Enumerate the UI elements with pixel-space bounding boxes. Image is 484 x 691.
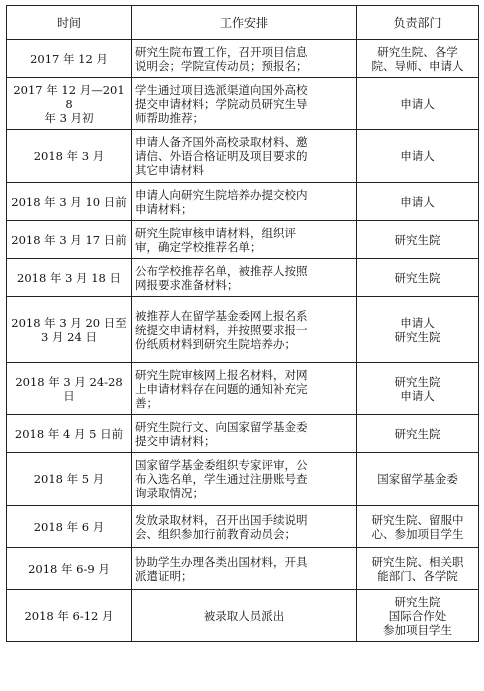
task-cell-line: 上申请材料存在问题的通知补充完 — [135, 381, 308, 396]
task-cell — [132, 506, 357, 548]
task-cell — [132, 453, 357, 506]
header-time: 时间 — [7, 6, 132, 40]
task-cell-line: 派遣证明； — [135, 568, 193, 583]
time-cell — [7, 40, 132, 78]
time-cell-line: 日 — [63, 388, 75, 403]
time-cell-line: 2017 年 12 月 — [30, 51, 108, 66]
task-cell — [132, 297, 357, 363]
task-cell-line: 研究生院布置工作，召开项目信息 — [135, 44, 308, 59]
table-row — [7, 590, 479, 642]
dept-cell-line: 研究生院 — [394, 232, 441, 247]
time-cell-line: 2018 年 4 月 5 日前 — [14, 426, 124, 441]
schedule-table-wrapper — [6, 5, 479, 642]
table-row — [7, 548, 479, 590]
dept-cell — [357, 78, 479, 130]
dept-cell-line: 研究生院 — [394, 329, 441, 344]
task-cell-line: 审，确定学校推荐名单； — [135, 239, 262, 254]
dept-cell — [357, 130, 479, 183]
table-row — [7, 259, 479, 297]
task-cell-line: 申请人备齐国外高校录取材料、邀 — [135, 135, 308, 149]
time-cell-line: 2018 年 3 月 20 日至 — [11, 315, 127, 330]
task-cell-line: 请信、外语合格证明及项目要求的 — [135, 149, 308, 163]
task-cell — [132, 548, 357, 590]
dept-cell-line: 国际合作处 — [388, 608, 447, 623]
time-cell-line: 2018 年 3 月 18 日 — [17, 270, 121, 285]
task-cell-line: 师帮助推荐； — [135, 110, 204, 125]
table-row — [7, 40, 479, 78]
header-task: 工作安排 — [132, 6, 357, 40]
dept-cell — [357, 363, 479, 415]
time-cell-line: 2018 年 3 月 10 日前 — [11, 194, 127, 209]
header-row — [7, 6, 479, 40]
dept-cell-line: 研究生院 — [394, 594, 441, 609]
task-cell-line: 善； — [135, 395, 158, 410]
table-row — [7, 415, 479, 453]
dept-cell-line: 研究生院 — [394, 426, 441, 441]
task-cell-line: 研究生院审核申请材料，组织评 — [135, 225, 296, 240]
header-dept: 负责部门 — [357, 6, 479, 40]
time-cell-line: 2018 年 6 月 — [33, 519, 105, 534]
task-cell-line: 布入选名单，学生通过注册账号查 — [135, 472, 308, 486]
time-cell — [7, 297, 132, 363]
task-cell-line: 学生通过项目选派渠道向国外高校 — [135, 82, 308, 97]
task-cell — [132, 363, 357, 415]
task-cell-line: 其它申请材料 — [135, 163, 204, 177]
schedule-body — [7, 40, 479, 642]
dept-cell-line: 研究生院、相关职 — [371, 554, 464, 569]
dept-cell-line: 能部门、各学院 — [377, 568, 458, 583]
dept-cell — [357, 453, 479, 506]
task-cell-line: 国家留学基金委组织专家评审，公 — [135, 458, 308, 472]
task-cell — [132, 590, 357, 642]
dept-cell-line: 研究生院 — [394, 270, 441, 285]
task-cell-line: 公布学校推荐名单，被推荐人按照 — [135, 263, 308, 278]
table-row — [7, 78, 479, 130]
table-row — [7, 130, 479, 183]
time-cell-line: 2018 年 3 月 17 日前 — [11, 232, 127, 247]
table-row — [7, 453, 479, 506]
dept-cell-line: 研究生院、留服中 — [371, 512, 464, 527]
time-cell-line: 3 月 24 日 — [41, 329, 97, 344]
task-cell-line: 研究生院行文、向国家留学基金委 — [135, 419, 308, 434]
task-cell — [132, 415, 357, 453]
dept-cell-line: 申请人 — [400, 194, 435, 209]
time-cell — [7, 415, 132, 453]
dept-cell — [357, 297, 479, 363]
time-cell-line: 2018 年 6-9 月 — [28, 561, 110, 576]
dept-cell — [357, 259, 479, 297]
task-cell-line: 被推荐人在留学基金委网上报名系 — [135, 308, 308, 323]
time-cell-line: 2018 年 5 月 — [33, 472, 105, 486]
dept-cell-line: 申请人 — [400, 315, 435, 330]
time-cell-line: 2018 年 3 月 — [33, 149, 105, 163]
task-cell-line: 提交申请材料；学院动员研究生导 — [135, 96, 308, 111]
task-cell — [132, 130, 357, 183]
time-cell — [7, 183, 132, 221]
dept-cell-line: 申请人 — [400, 388, 435, 403]
task-cell-line: 发放录取材料，召开出国手续说明 — [135, 512, 308, 527]
table-row — [7, 363, 479, 415]
dept-cell-line: 申请人 — [400, 96, 435, 111]
table-row — [7, 221, 479, 259]
task-cell-line: 询录取情况； — [135, 486, 204, 500]
task-cell — [132, 78, 357, 130]
task-cell — [132, 40, 357, 78]
dept-cell — [357, 415, 479, 453]
dept-cell — [357, 183, 479, 221]
time-cell — [7, 363, 132, 415]
task-cell-line: 申请人向研究生院培养办提交校内 — [135, 187, 308, 202]
time-cell — [7, 78, 132, 130]
table-row — [7, 506, 479, 548]
time-cell-line: 2018 年 6-12 月 — [24, 608, 114, 623]
dept-cell — [357, 221, 479, 259]
task-cell-line: 网报要求准备材料； — [135, 277, 239, 292]
task-cell-line: 说明会；学院宣传动员；预报名； — [135, 58, 308, 73]
task-cell-line: 份纸质材料到研究生院培养办； — [135, 336, 296, 351]
time-cell — [7, 590, 132, 642]
table-row — [7, 183, 479, 221]
dept-cell-line: 研究生院 — [394, 374, 441, 389]
time-cell — [7, 130, 132, 183]
task-cell-line: 被录取人员派出 — [203, 608, 285, 623]
task-cell-line: 统提交申请材料，并按照要求报一 — [135, 322, 308, 337]
task-cell-line: 会、组织参加行前教育动员会； — [135, 526, 296, 541]
time-cell — [7, 221, 132, 259]
time-cell — [7, 506, 132, 548]
dept-cell-line: 研究生院、各学 — [377, 44, 458, 59]
dept-cell — [357, 40, 479, 78]
dept-cell-line: 院、导师、申请人 — [371, 58, 464, 73]
time-cell — [7, 453, 132, 506]
task-cell — [132, 259, 357, 297]
task-cell-line: 提交申请材料； — [135, 433, 216, 448]
dept-cell-line: 国家留学基金委 — [377, 472, 458, 486]
task-cell-line: 研究生院审核网上报名材料，对网 — [135, 367, 308, 382]
time-cell-line: 2018 年 3 月 24-28 — [15, 374, 123, 389]
time-cell-line: 年 3 月初 — [44, 110, 94, 125]
schedule-table — [6, 5, 479, 642]
task-cell-line: 协助学生办理各类出国材料，开具 — [135, 554, 308, 569]
table-row — [7, 297, 479, 363]
time-cell — [7, 548, 132, 590]
task-cell-line: 申请材料； — [135, 201, 193, 216]
dept-cell — [357, 506, 479, 548]
dept-cell-line: 申请人 — [400, 149, 435, 163]
task-cell — [132, 221, 357, 259]
time-cell-line: 2017 年 12 月—2018 — [13, 82, 125, 111]
dept-cell — [357, 548, 479, 590]
time-cell — [7, 259, 132, 297]
dept-cell-line: 心、参加项目学生 — [371, 526, 464, 541]
dept-cell-line: 参加项目学生 — [383, 622, 452, 637]
task-cell — [132, 183, 357, 221]
dept-cell — [357, 590, 479, 642]
